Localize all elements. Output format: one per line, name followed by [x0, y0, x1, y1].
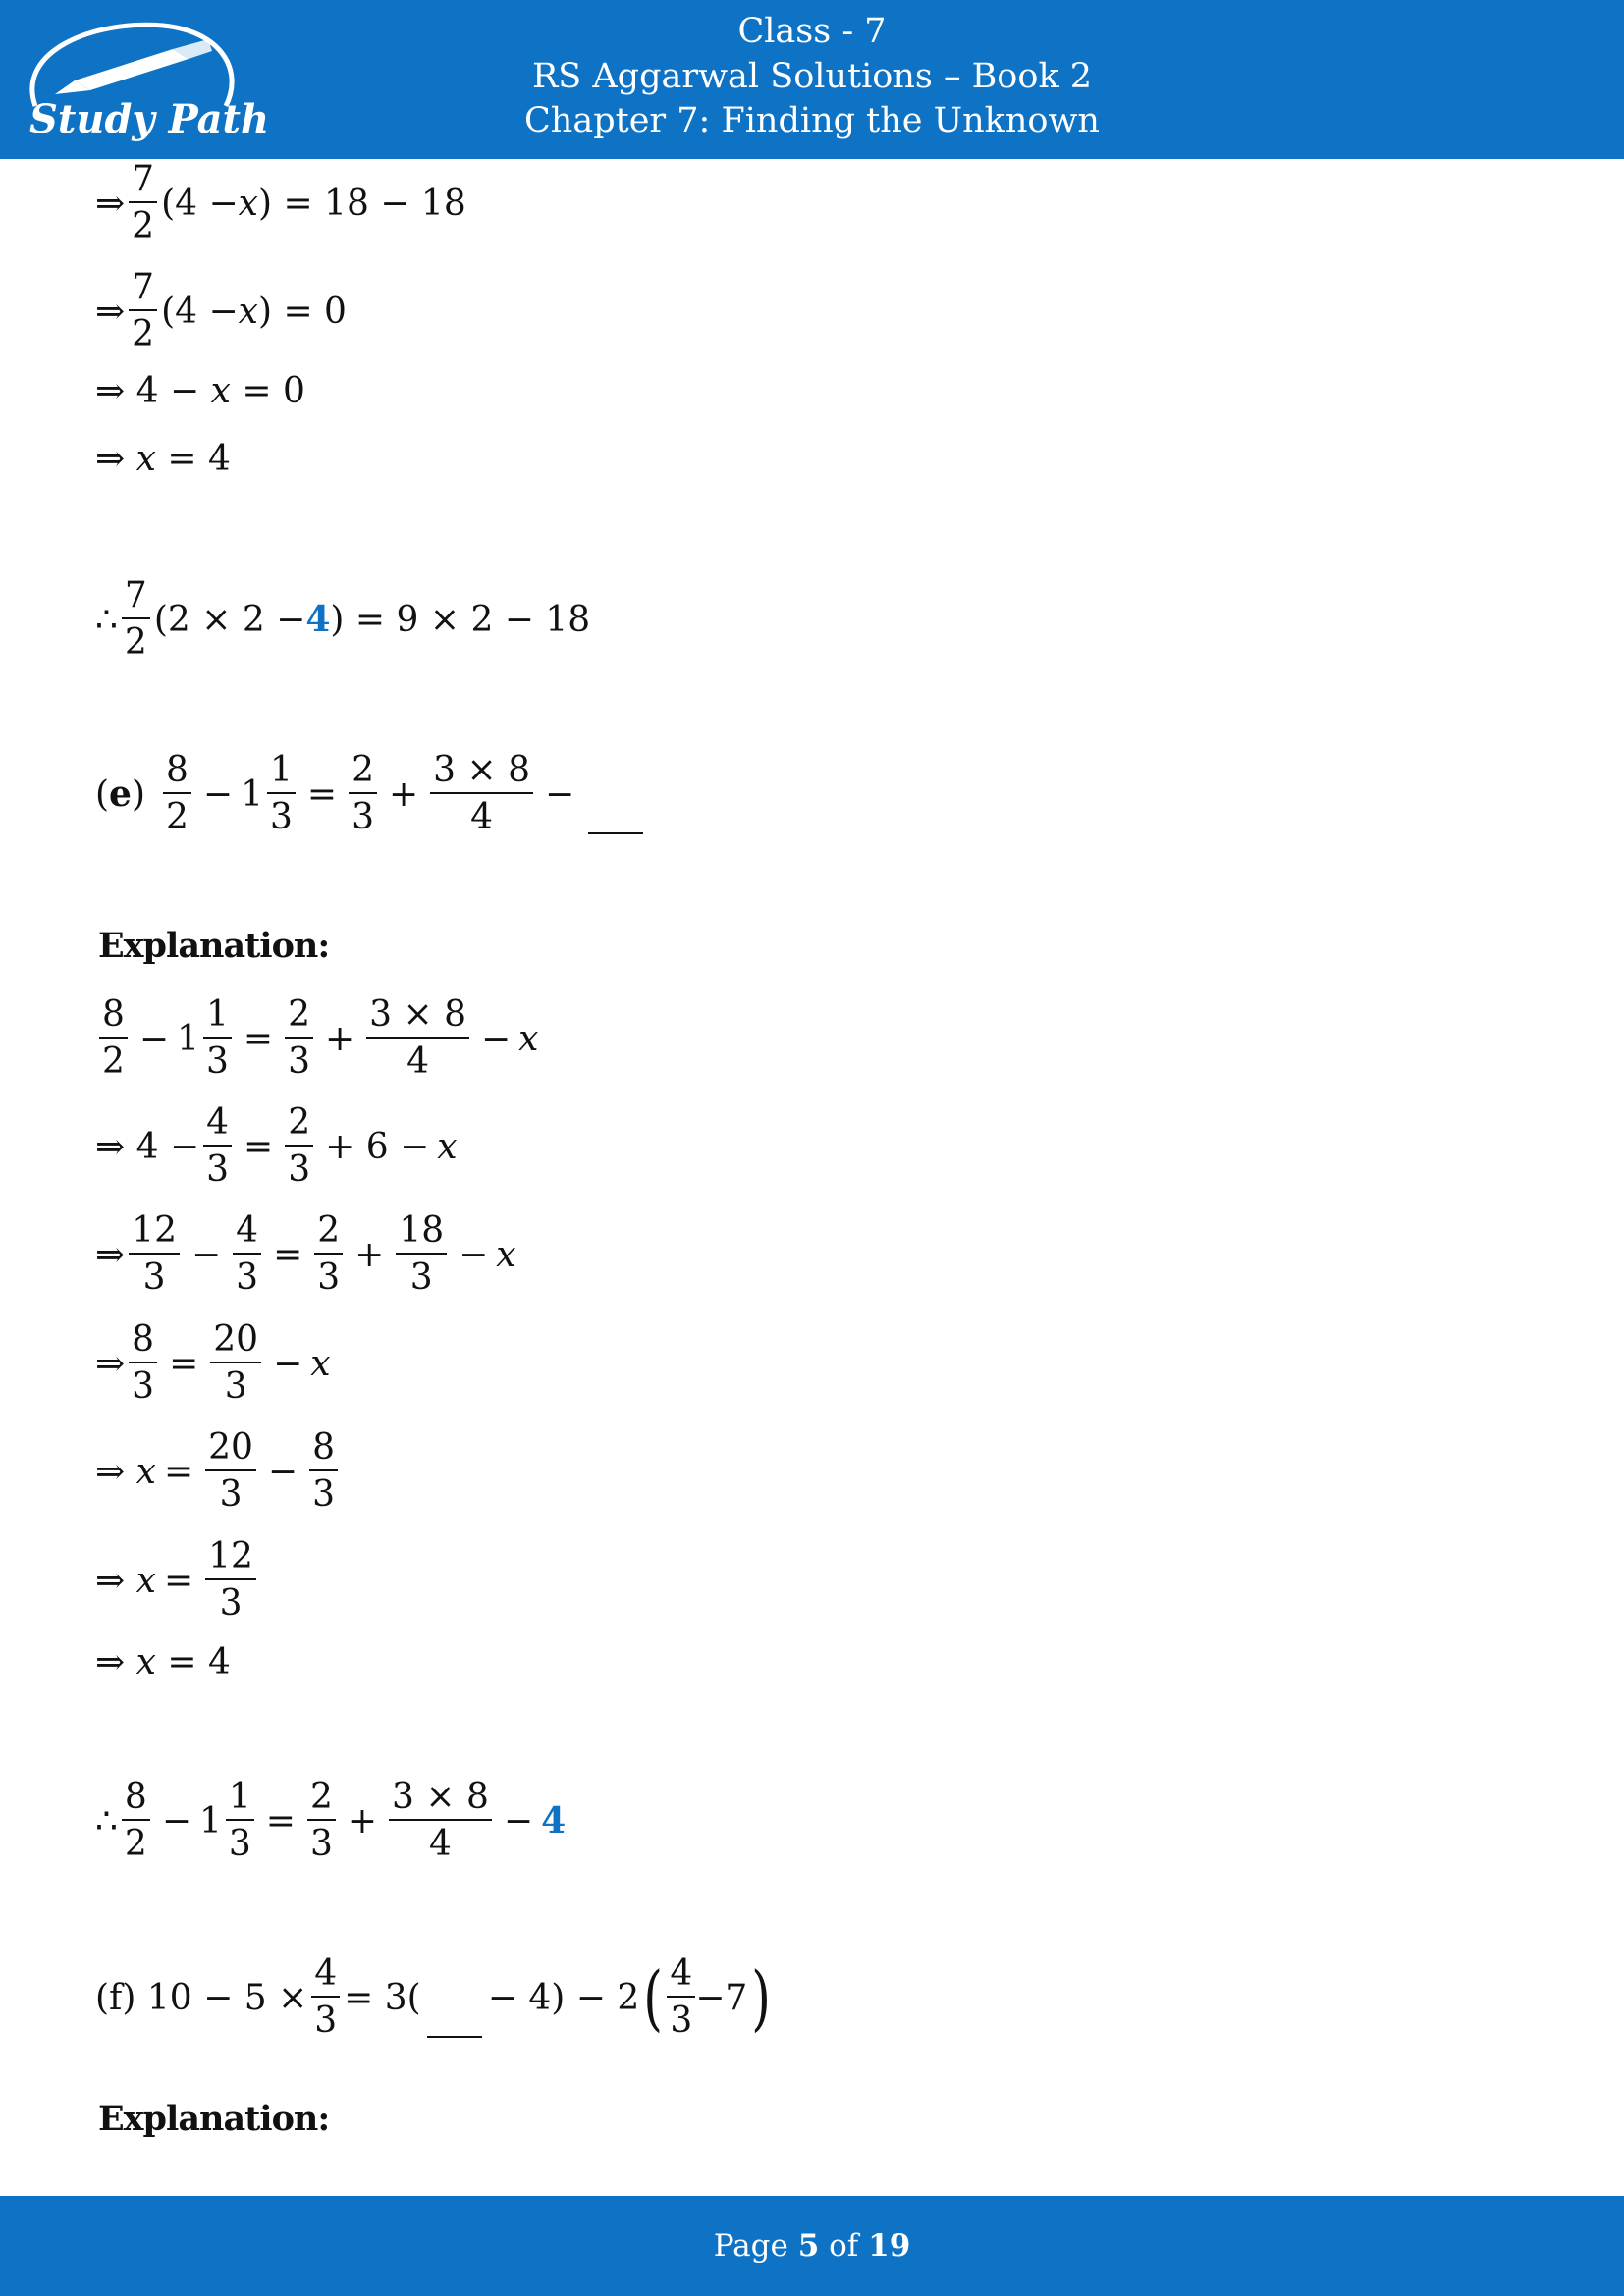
header-book: RS Aggarwal Solutions – Book 2 [531, 57, 1093, 96]
step-line: ⇒ $\frac{8}{3}$ = $\frac{20}{3}$ − x [95, 1319, 331, 1407]
step-line: ⇒ $\frac{12}{3}$ − $\frac{4}{3}$ = $\frac{2}{3}$ + $\frac{18}{3}$ − x [95, 1210, 516, 1298]
question-label: (f) [95, 1977, 136, 2018]
question-f: (f) 10 − 5 × $\frac{4}{3}$ = 3( − 4) − 2 ( $\frac{4}{3}$ −7 ) [95, 1953, 772, 2041]
logo-text: Study Path [29, 96, 270, 142]
header-class: Class - 7 [737, 12, 887, 51]
explanation-heading: Explanation: [98, 2099, 330, 2139]
step-line: ⇒ x = $\frac{20}{3}$ − $\frac{8}{3}$ [95, 1417, 342, 1525]
step-line: ⇒ x = $\frac{12}{3}$ [95, 1526, 260, 1634]
conclusion-line: ∴ $\frac{8}{2}$ − 1 $\frac{1}{3}$ = $\frac{2}{3}$ + $\frac{3 \times 8}{4}$ − 4 [95, 1777, 567, 1864]
step-line: ⇒ $\frac{7}{2}$ (4 − x ) = 18 − 18 [95, 159, 466, 246]
fraction: $\frac{7}{2}$ [122, 578, 150, 661]
step-line: ⇒ x = 4 [95, 1642, 231, 1682]
step-line: ⇒ $\frac{7}{2}$ (4 − x ) = 0 [95, 267, 347, 354]
question-e: ( e ) $\frac{8}{2}$ − 1 $\frac{1}{3}$ = $\frac{2}{3}$ + $\frac{3 \times 8}{4}$ − [95, 740, 649, 848]
current-page: 5 [797, 2228, 820, 2264]
fraction: $\frac{7}{2}$ [129, 162, 157, 244]
step-line: ⇒ 4 − x = 0 [95, 371, 305, 411]
answer-value: 4 [541, 1800, 567, 1842]
header-chapter: Chapter 7: Finding the Unknown [524, 101, 1100, 140]
total-pages: 19 [868, 2228, 911, 2264]
answer-blank [588, 825, 643, 834]
answer-value: 4 [305, 599, 331, 640]
step-line: ⇒ 4 − $\frac{4}{3}$ = $\frac{2}{3}$ + 6 − x [95, 1102, 458, 1190]
step-line: ⇒ x = 4 [95, 439, 231, 479]
step-line: $\frac{8}{2}$ − 1 $\frac{1}{3}$ = $\frac{2}{3}$ + $\frac{3 \times 8}{4}$ − x [95, 985, 538, 1093]
conclusion-line: ∴ $\frac{7}{2}$ (2 × 2 − 4 ) = 9 × 2 − 18 [95, 575, 591, 663]
answer-blank [427, 2028, 482, 2038]
explanation-heading: Explanation: [98, 926, 330, 966]
fraction: $\frac{7}{2}$ [129, 270, 157, 352]
page-header [0, 0, 1624, 159]
question-label: e [109, 774, 132, 815]
page-footer: Page 5 of 19 [0, 2196, 1624, 2296]
